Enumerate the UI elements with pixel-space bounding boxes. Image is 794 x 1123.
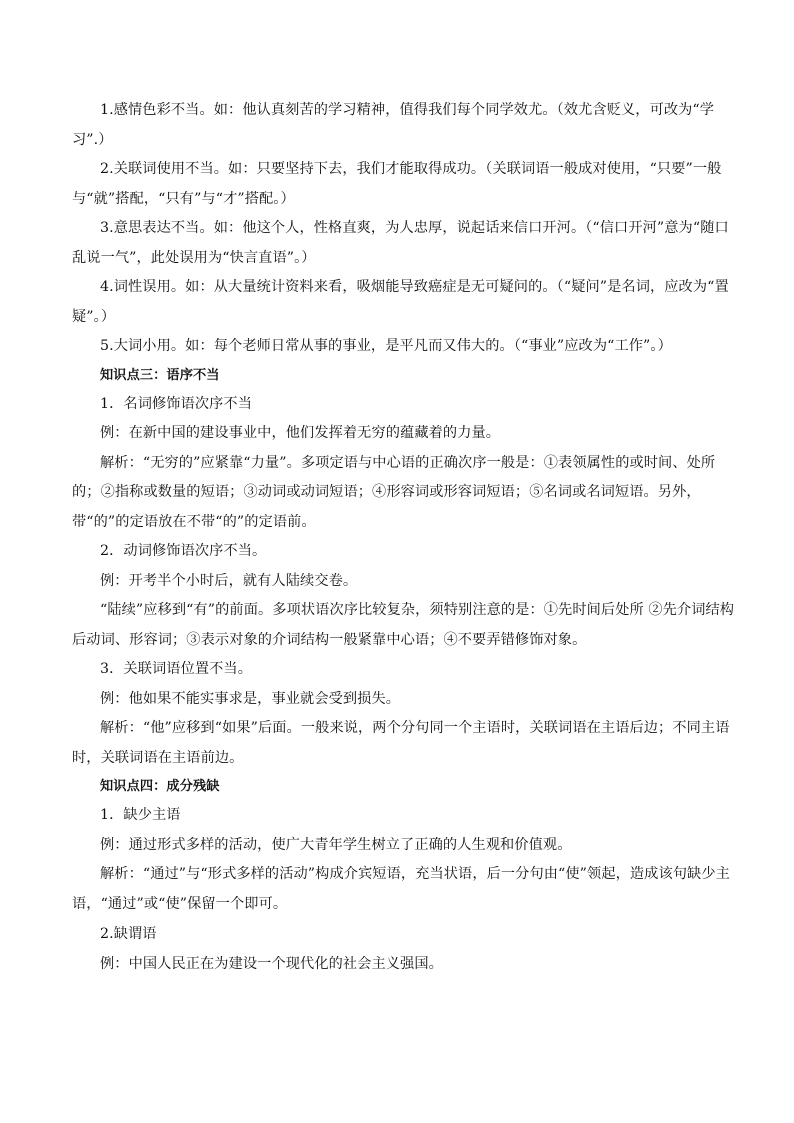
paragraph-part-of-speech: 4.词性误用。如：从大量统计资料来看，吸烟能导致癌症是无可疑问的。（“疑问”是名词，应改为“置疑”。）: [72, 279, 729, 325]
subheading-missing-predicate: 2.缺谓语: [100, 926, 157, 942]
analysis-noun-modifier: 解析：“无穷的”应紧靠“力量”。多项定语与中心语的正确次序一般是：①表领属性的或时间、处所的；②指称或数量的短语；③动词或动词短语；④形容词或形容词短语；⑤名词或名词短语。另外，带“的”的定语放在不带“的”的定语前。: [72, 454, 716, 530]
paragraph-conjunction-misuse: 2.关联词使用不当。如：只要坚持下去，我们才能取得成功。（关联词语一般成对使用，“只要”一般与“就”搭配，“只有”与“才”搭配。）: [72, 161, 722, 207]
subheading-conjunction-position: 3．关联词语位置不当。: [100, 661, 253, 677]
example-conjunction-position: 例：他如果不能实事求是，事业就会受到损失。: [100, 690, 401, 707]
section-heading-missing-components: 知识点四：成分残缺: [100, 779, 220, 794]
subheading-verb-modifier-order: 2．动词修饰语次序不当。: [100, 543, 267, 559]
section-heading-word-order: 知识点三：语序不当: [100, 367, 220, 383]
paragraph-big-word-small-use: 5.大词小用。如：每个老师日常从事的事业，是平凡而又伟大的。（“事业”应改为“工作”。）: [100, 338, 672, 354]
example-missing-predicate: 例：中国人民正在为建设一个现代化的社会主义强国。: [100, 955, 443, 972]
analysis-verb-modifier: “陆续”应移到“有”的前面。多项状语次序比较复杂，须特别注意的是：①先时间后处所 ②先介词结构后动词、形容词；③表示对象的介词结构一般紧靠中心语；④不要弄错修饰对象。: [72, 602, 735, 648]
document-body: [72, 96, 742, 979]
paragraph-emotion-color: 1.感情色彩不当。如：他认真刻苦的学习精神，值得我们每个同学效尤。（效尤含贬义，可改为“学习”.）: [72, 102, 715, 148]
example-missing-subject: 例：通过形式多样的活动，使广大青年学生树立了正确的人生观和价值观。: [100, 836, 572, 853]
analysis-missing-subject: 解析：“通过”与“形式多样的活动”构成介宾短语，充当状语，后一分句由“使”领起，造成该句缺少主语，“通过”或“使”保留一个即可。: [72, 866, 730, 912]
example-verb-modifier: 例：开考半个小时后，就有人陆续交卷。: [100, 572, 358, 589]
subheading-noun-modifier-order: 1．名词修饰语次序不当: [100, 395, 253, 412]
subheading-missing-subject: 1．缺少主语: [100, 807, 181, 823]
analysis-conjunction-position: 解析：“他”应移到“如果”后面。一般来说，两个分句同一个主语时，关联词语在主语后边；不同主语时，关联词语在主语前边。: [72, 720, 730, 766]
paragraph-meaning-expression: 3.意思表达不当。如：他这个人，性格直爽，为人忠厚，说起话来信口开河。（“信口开河”意为“随口乱说一气”，此处误用为“快言直语”。）: [72, 220, 729, 266]
example-noun-modifier: 例：在新中国的建设事业中，他们发挥着无穷的蕴藏着的力量。: [100, 425, 501, 441]
